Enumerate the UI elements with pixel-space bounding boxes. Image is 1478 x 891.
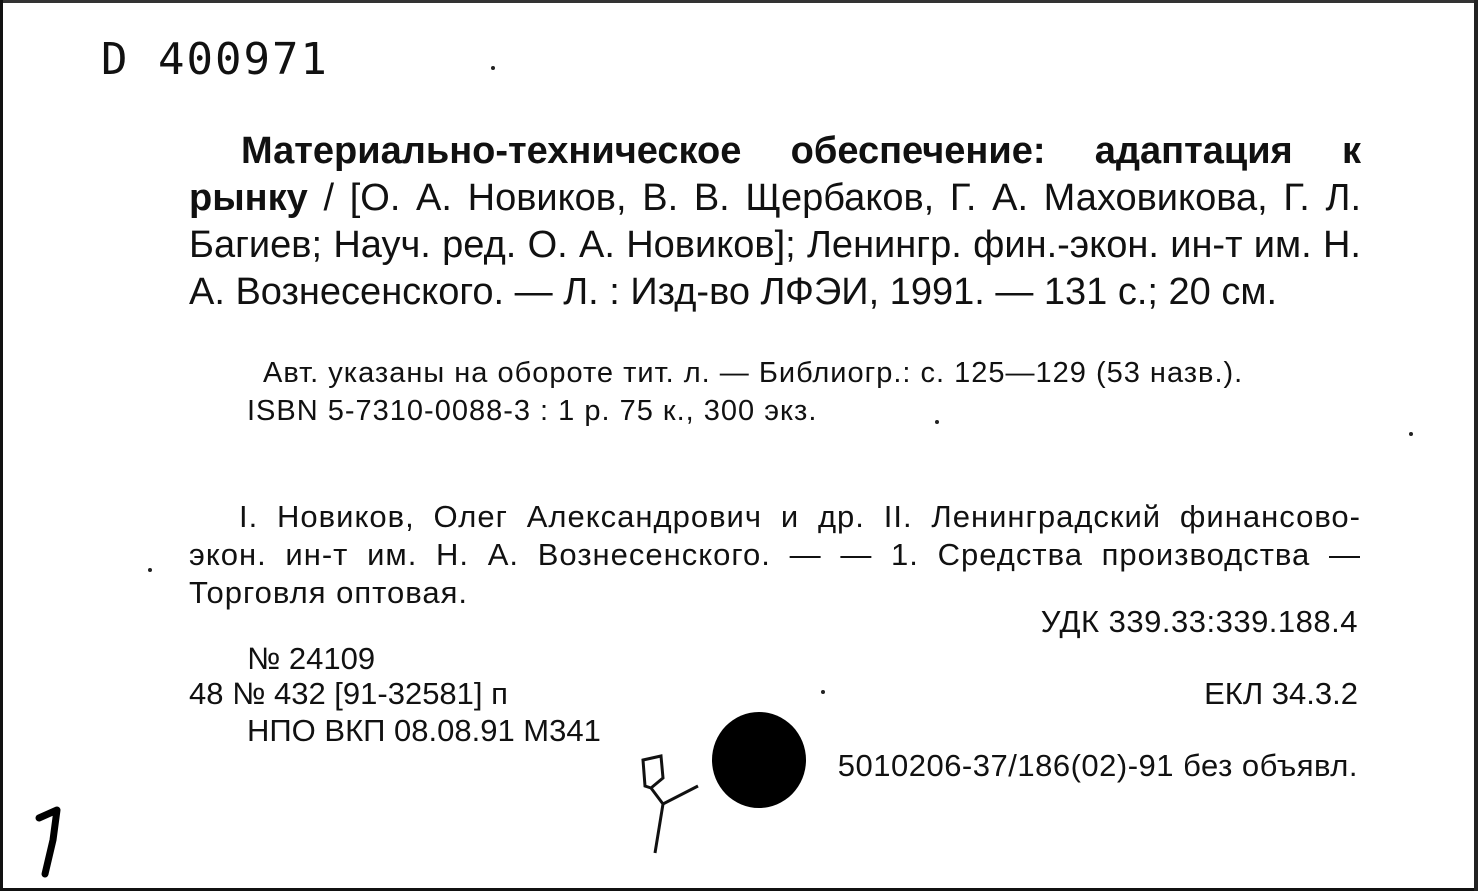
main-entry xyxy=(189,128,1361,316)
authors-note: Авт. указаны на обороте тит. л. — Библиогр.: с. 125—129 (53 назв.). xyxy=(263,357,1244,389)
book-title: Материально-техническое обеспечение: адаптация к рынку xyxy=(189,130,1361,219)
order-number: № 24109 xyxy=(247,641,376,676)
speck xyxy=(1409,432,1413,436)
ink-blot xyxy=(712,712,806,808)
speck xyxy=(821,690,825,694)
bibliographic-description: / [О. А. Новиков, В. В. Щербаков, Г. А. Маховикова, Г. Л. Багиев; Науч. ред. О. А. Новиков]; Ленингр. фин.-экон. ин-т им. Н. А. Вознесенского. — Л. : Изд-во ЛФЭИ, 1991. — 131 с.; 20 см. xyxy=(189,177,1361,313)
isbn-line: ISBN 5-7310-0088-3 : 1 р. 75 к., 300 экз. xyxy=(247,395,818,427)
udk-classification: УДК 339.33:339.188.4 xyxy=(1040,604,1358,639)
npo-info: НПО ВКП 08.08.91 М341 xyxy=(247,713,601,748)
ekl-classification: ЕКЛ 34.3.2 xyxy=(1204,676,1358,711)
speck xyxy=(935,420,939,424)
speck xyxy=(491,66,495,70)
speck xyxy=(148,568,152,572)
publication-code: 5010206-37/186(02)-91 без объявл. xyxy=(837,748,1358,783)
notes-section xyxy=(189,356,1361,428)
accession-number: D 400971 xyxy=(101,34,329,85)
tracings: I. Новиков, Олег Александрович и др. II. Ленинградский финансово-экон. ин-т им. Н. А. Вознесенского. — — 1. Средства производства — Торговля оптовая. xyxy=(189,499,1361,610)
handwritten-numeral xyxy=(31,800,71,880)
card-top-edge xyxy=(3,0,1478,3)
print-info: 48 № 432 [91-32581] п xyxy=(189,676,508,711)
card-right-edge xyxy=(1474,0,1478,891)
handwritten-mark xyxy=(633,748,723,858)
